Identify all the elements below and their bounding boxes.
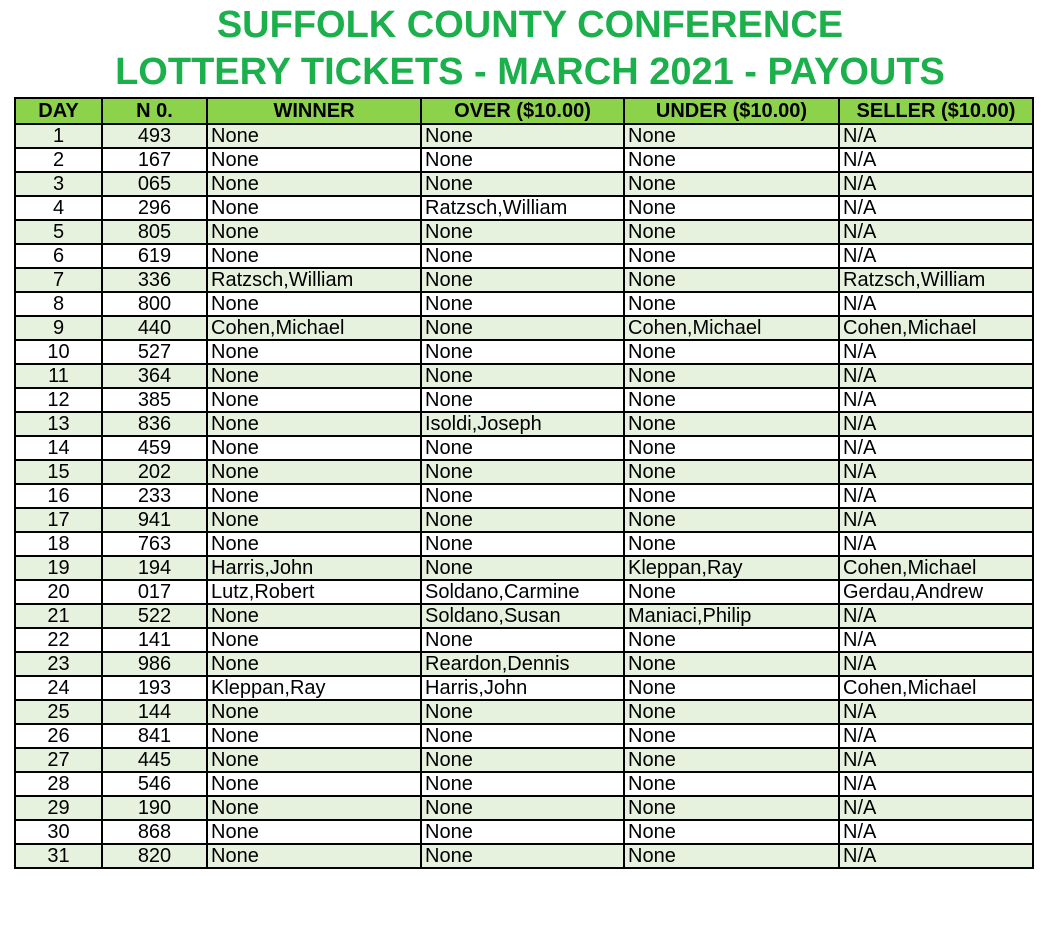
over-cell: None bbox=[421, 292, 624, 316]
seller-cell: N/A bbox=[839, 436, 1033, 460]
number-cell: 522 bbox=[102, 604, 207, 628]
over-cell: None bbox=[421, 484, 624, 508]
winner-cell: None bbox=[207, 652, 421, 676]
under-cell: None bbox=[624, 676, 839, 700]
under-cell: None bbox=[624, 196, 839, 220]
day-cell: 12 bbox=[15, 388, 102, 412]
number-cell: 868 bbox=[102, 820, 207, 844]
day-cell: 6 bbox=[15, 244, 102, 268]
seller-cell: N/A bbox=[839, 508, 1033, 532]
winner-cell: Ratzsch,William bbox=[207, 268, 421, 292]
number-cell: 233 bbox=[102, 484, 207, 508]
day-cell: 20 bbox=[15, 580, 102, 604]
day-cell: 27 bbox=[15, 748, 102, 772]
under-cell: None bbox=[624, 268, 839, 292]
seller-cell: N/A bbox=[839, 820, 1033, 844]
winner-cell: None bbox=[207, 748, 421, 772]
number-cell: 144 bbox=[102, 700, 207, 724]
under-cell: None bbox=[624, 796, 839, 820]
seller-cell: N/A bbox=[839, 844, 1033, 868]
winner-cell: None bbox=[207, 172, 421, 196]
number-cell: 459 bbox=[102, 436, 207, 460]
winner-cell: None bbox=[207, 796, 421, 820]
number-cell: 194 bbox=[102, 556, 207, 580]
table-row bbox=[15, 220, 1033, 244]
column-header-seller: SELLER ($10.00) bbox=[839, 98, 1033, 124]
over-cell: Soldano,Susan bbox=[421, 604, 624, 628]
over-cell: None bbox=[421, 436, 624, 460]
table-row bbox=[15, 244, 1033, 268]
winner-cell: Cohen,Michael bbox=[207, 316, 421, 340]
over-cell: None bbox=[421, 364, 624, 388]
under-cell: None bbox=[624, 532, 839, 556]
seller-cell: N/A bbox=[839, 532, 1033, 556]
number-cell: 296 bbox=[102, 196, 207, 220]
under-cell: None bbox=[624, 508, 839, 532]
winner-cell: None bbox=[207, 412, 421, 436]
table-row bbox=[15, 292, 1033, 316]
table-row bbox=[15, 532, 1033, 556]
day-cell: 8 bbox=[15, 292, 102, 316]
seller-cell: Ratzsch,William bbox=[839, 268, 1033, 292]
over-cell: None bbox=[421, 700, 624, 724]
under-cell: None bbox=[624, 364, 839, 388]
under-cell: None bbox=[624, 652, 839, 676]
number-cell: 336 bbox=[102, 268, 207, 292]
over-cell: Ratzsch,William bbox=[421, 196, 624, 220]
day-cell: 13 bbox=[15, 412, 102, 436]
seller-cell: N/A bbox=[839, 796, 1033, 820]
payouts-table bbox=[14, 97, 1034, 869]
day-cell: 30 bbox=[15, 820, 102, 844]
table-row bbox=[15, 700, 1033, 724]
number-cell: 820 bbox=[102, 844, 207, 868]
seller-cell: N/A bbox=[839, 340, 1033, 364]
table-row bbox=[15, 796, 1033, 820]
winner-cell: Harris,John bbox=[207, 556, 421, 580]
over-cell: Soldano,Carmine bbox=[421, 580, 624, 604]
table-row bbox=[15, 556, 1033, 580]
number-cell: 763 bbox=[102, 532, 207, 556]
winner-cell: None bbox=[207, 124, 421, 148]
day-cell: 25 bbox=[15, 700, 102, 724]
under-cell: None bbox=[624, 412, 839, 436]
day-cell: 7 bbox=[15, 268, 102, 292]
seller-cell: N/A bbox=[839, 652, 1033, 676]
under-cell: None bbox=[624, 148, 839, 172]
day-cell: 10 bbox=[15, 340, 102, 364]
day-cell: 29 bbox=[15, 796, 102, 820]
seller-cell: N/A bbox=[839, 364, 1033, 388]
winner-cell: None bbox=[207, 220, 421, 244]
table-row bbox=[15, 604, 1033, 628]
table-row bbox=[15, 268, 1033, 292]
table-row bbox=[15, 388, 1033, 412]
winner-cell: None bbox=[207, 532, 421, 556]
winner-cell: None bbox=[207, 844, 421, 868]
over-cell: None bbox=[421, 796, 624, 820]
day-cell: 16 bbox=[15, 484, 102, 508]
number-cell: 385 bbox=[102, 388, 207, 412]
under-cell: None bbox=[624, 724, 839, 748]
winner-cell: None bbox=[207, 436, 421, 460]
winner-cell: None bbox=[207, 292, 421, 316]
seller-cell: N/A bbox=[839, 196, 1033, 220]
number-cell: 800 bbox=[102, 292, 207, 316]
day-cell: 2 bbox=[15, 148, 102, 172]
day-cell: 14 bbox=[15, 436, 102, 460]
day-cell: 17 bbox=[15, 508, 102, 532]
winner-cell: Kleppan,Ray bbox=[207, 676, 421, 700]
winner-cell: None bbox=[207, 364, 421, 388]
over-cell: None bbox=[421, 124, 624, 148]
under-cell: None bbox=[624, 220, 839, 244]
over-cell: None bbox=[421, 532, 624, 556]
number-cell: 941 bbox=[102, 508, 207, 532]
seller-cell: N/A bbox=[839, 772, 1033, 796]
number-cell: 841 bbox=[102, 724, 207, 748]
day-cell: 4 bbox=[15, 196, 102, 220]
over-cell: None bbox=[421, 628, 624, 652]
number-cell: 440 bbox=[102, 316, 207, 340]
winner-cell: None bbox=[207, 196, 421, 220]
table-row bbox=[15, 820, 1033, 844]
day-cell: 5 bbox=[15, 220, 102, 244]
table-row bbox=[15, 124, 1033, 148]
over-cell: None bbox=[421, 748, 624, 772]
table-row bbox=[15, 484, 1033, 508]
seller-cell: N/A bbox=[839, 292, 1033, 316]
over-cell: None bbox=[421, 724, 624, 748]
over-cell: Isoldi,Joseph bbox=[421, 412, 624, 436]
table-row bbox=[15, 316, 1033, 340]
winner-cell: None bbox=[207, 724, 421, 748]
column-header-over: OVER ($10.00) bbox=[421, 98, 624, 124]
over-cell: None bbox=[421, 316, 624, 340]
over-cell: None bbox=[421, 508, 624, 532]
day-cell: 28 bbox=[15, 772, 102, 796]
day-cell: 22 bbox=[15, 628, 102, 652]
winner-cell: None bbox=[207, 148, 421, 172]
over-cell: None bbox=[421, 148, 624, 172]
under-cell: None bbox=[624, 628, 839, 652]
table-row bbox=[15, 628, 1033, 652]
seller-cell: N/A bbox=[839, 748, 1033, 772]
day-cell: 24 bbox=[15, 676, 102, 700]
table-header-row bbox=[15, 98, 1033, 124]
under-cell: None bbox=[624, 580, 839, 604]
number-cell: 493 bbox=[102, 124, 207, 148]
under-cell: None bbox=[624, 292, 839, 316]
under-cell: None bbox=[624, 388, 839, 412]
number-cell: 141 bbox=[102, 628, 207, 652]
seller-cell: N/A bbox=[839, 220, 1033, 244]
seller-cell: Gerdau,Andrew bbox=[839, 580, 1033, 604]
seller-cell: N/A bbox=[839, 172, 1033, 196]
under-cell: None bbox=[624, 748, 839, 772]
over-cell: Harris,John bbox=[421, 676, 624, 700]
under-cell: None bbox=[624, 820, 839, 844]
winner-cell: None bbox=[207, 460, 421, 484]
day-cell: 3 bbox=[15, 172, 102, 196]
winner-cell: None bbox=[207, 508, 421, 532]
under-cell: None bbox=[624, 172, 839, 196]
number-cell: 836 bbox=[102, 412, 207, 436]
seller-cell: Cohen,Michael bbox=[839, 316, 1033, 340]
table-row bbox=[15, 364, 1033, 388]
under-cell: None bbox=[624, 436, 839, 460]
under-cell: Maniaci,Philip bbox=[624, 604, 839, 628]
winner-cell: None bbox=[207, 628, 421, 652]
table-row bbox=[15, 340, 1033, 364]
number-cell: 017 bbox=[102, 580, 207, 604]
day-cell: 15 bbox=[15, 460, 102, 484]
number-cell: 167 bbox=[102, 148, 207, 172]
table-row bbox=[15, 412, 1033, 436]
column-header-number: N 0. bbox=[102, 98, 207, 124]
seller-cell: N/A bbox=[839, 124, 1033, 148]
over-cell: None bbox=[421, 820, 624, 844]
over-cell: None bbox=[421, 172, 624, 196]
table-row bbox=[15, 172, 1033, 196]
day-cell: 9 bbox=[15, 316, 102, 340]
under-cell: None bbox=[624, 244, 839, 268]
column-header-under: UNDER ($10.00) bbox=[624, 98, 839, 124]
over-cell: None bbox=[421, 244, 624, 268]
number-cell: 364 bbox=[102, 364, 207, 388]
winner-cell: None bbox=[207, 820, 421, 844]
winner-cell: None bbox=[207, 244, 421, 268]
table-row bbox=[15, 724, 1033, 748]
seller-cell: N/A bbox=[839, 412, 1033, 436]
number-cell: 193 bbox=[102, 676, 207, 700]
under-cell: None bbox=[624, 772, 839, 796]
winner-cell: None bbox=[207, 604, 421, 628]
table-row bbox=[15, 676, 1033, 700]
table-body bbox=[15, 124, 1033, 868]
seller-cell: N/A bbox=[839, 628, 1033, 652]
over-cell: None bbox=[421, 220, 624, 244]
table-row bbox=[15, 580, 1033, 604]
number-cell: 527 bbox=[102, 340, 207, 364]
number-cell: 986 bbox=[102, 652, 207, 676]
column-header-winner: WINNER bbox=[207, 98, 421, 124]
under-cell: None bbox=[624, 460, 839, 484]
table-row bbox=[15, 196, 1033, 220]
seller-cell: N/A bbox=[839, 148, 1033, 172]
winner-cell: None bbox=[207, 484, 421, 508]
under-cell: None bbox=[624, 700, 839, 724]
day-cell: 1 bbox=[15, 124, 102, 148]
day-cell: 23 bbox=[15, 652, 102, 676]
seller-cell: N/A bbox=[839, 700, 1033, 724]
table-row bbox=[15, 508, 1033, 532]
table-row bbox=[15, 748, 1033, 772]
over-cell: Reardon,Dennis bbox=[421, 652, 624, 676]
day-cell: 21 bbox=[15, 604, 102, 628]
seller-cell: N/A bbox=[839, 484, 1033, 508]
table-row bbox=[15, 652, 1033, 676]
table-row bbox=[15, 460, 1033, 484]
page-title: SUFFOLK COUNTY CONFERENCE bbox=[216, 4, 844, 46]
day-cell: 26 bbox=[15, 724, 102, 748]
seller-cell: N/A bbox=[839, 388, 1033, 412]
number-cell: 445 bbox=[102, 748, 207, 772]
table-row bbox=[15, 148, 1033, 172]
table-row bbox=[15, 436, 1033, 460]
over-cell: None bbox=[421, 460, 624, 484]
over-cell: None bbox=[421, 556, 624, 580]
day-cell: 19 bbox=[15, 556, 102, 580]
number-cell: 202 bbox=[102, 460, 207, 484]
number-cell: 805 bbox=[102, 220, 207, 244]
seller-cell: N/A bbox=[839, 244, 1033, 268]
under-cell: Cohen,Michael bbox=[624, 316, 839, 340]
winner-cell: Lutz,Robert bbox=[207, 580, 421, 604]
under-cell: None bbox=[624, 484, 839, 508]
winner-cell: None bbox=[207, 340, 421, 364]
over-cell: None bbox=[421, 388, 624, 412]
over-cell: None bbox=[421, 844, 624, 868]
table-row bbox=[15, 844, 1033, 868]
winner-cell: None bbox=[207, 388, 421, 412]
seller-cell: N/A bbox=[839, 604, 1033, 628]
winner-cell: None bbox=[207, 700, 421, 724]
number-cell: 190 bbox=[102, 796, 207, 820]
under-cell: Kleppan,Ray bbox=[624, 556, 839, 580]
over-cell: None bbox=[421, 340, 624, 364]
number-cell: 546 bbox=[102, 772, 207, 796]
day-cell: 18 bbox=[15, 532, 102, 556]
page-subtitle: LOTTERY TICKETS - MARCH 2021 - PAYOUTS bbox=[115, 51, 945, 93]
over-cell: None bbox=[421, 268, 624, 292]
seller-cell: N/A bbox=[839, 724, 1033, 748]
under-cell: None bbox=[624, 340, 839, 364]
seller-cell: N/A bbox=[839, 460, 1033, 484]
number-cell: 065 bbox=[102, 172, 207, 196]
column-header-day: DAY bbox=[15, 98, 102, 124]
table-row bbox=[15, 772, 1033, 796]
under-cell: None bbox=[624, 124, 839, 148]
day-cell: 31 bbox=[15, 844, 102, 868]
day-cell: 11 bbox=[15, 364, 102, 388]
winner-cell: None bbox=[207, 772, 421, 796]
seller-cell: Cohen,Michael bbox=[839, 556, 1033, 580]
under-cell: None bbox=[624, 844, 839, 868]
number-cell: 619 bbox=[102, 244, 207, 268]
seller-cell: Cohen,Michael bbox=[839, 676, 1033, 700]
over-cell: None bbox=[421, 772, 624, 796]
